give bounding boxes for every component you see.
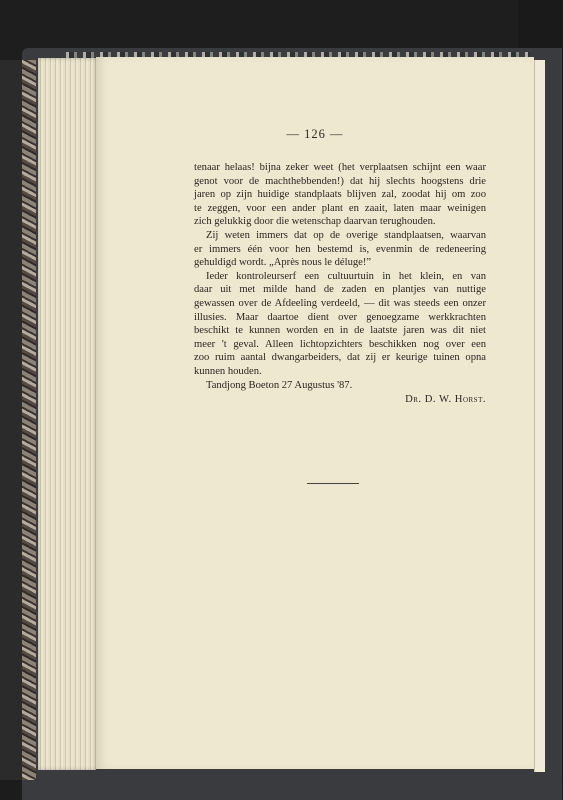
text-line: daar uit met milde hand de zaden en plantjes van nuttige bbox=[194, 284, 486, 296]
text-line: Ieder kontroleurserf een cultuurtuin in het klein, en van bbox=[206, 270, 486, 282]
text-line: illusies. Maar daartoe dient over genoegzame werkkrachten bbox=[194, 311, 486, 323]
text-line: er immers één voor hen bestemd is, evenmin de redeneering bbox=[194, 243, 486, 255]
text-line: tenaar helaas! bijna zeker weet (het verplaatsen schijnt een waar bbox=[194, 162, 486, 173]
text-line: zich gelukkig door die wetenschap daarvan terughouden. bbox=[194, 216, 436, 228]
page-number: — 126 — bbox=[286, 127, 344, 141]
text-line: gehuldigd wordt. „Après nous le déluge!” bbox=[194, 257, 372, 269]
signature: Dr. D. W. Horst. bbox=[405, 394, 486, 406]
text-line: kunnen houden. bbox=[194, 365, 262, 377]
next-page-edge bbox=[534, 60, 545, 772]
text-line: Zij weten immers dat op de overige standplaatsen, waarvan bbox=[206, 229, 486, 241]
page-stack-edges bbox=[38, 58, 96, 770]
text-line: jaren op zijn huidige standplaats blijven zal, zoodat hij om zoo bbox=[194, 189, 486, 201]
marbled-edge bbox=[22, 60, 36, 780]
text-line: gewassen over de Afdeeling verdeeld, — dit was steeds een onzer bbox=[194, 297, 486, 309]
text-line: te zeggen, voor een ander plant en zaait, laten maar weinigen bbox=[194, 202, 486, 214]
end-rule bbox=[307, 483, 359, 484]
body-text bbox=[194, 161, 486, 407]
text-line: zoo ruim aantal dwangarbeiders, dat zij er keurige tuinen opna bbox=[194, 352, 486, 364]
text-line: meer 't geval. Alleen lichtopzichters beschikken nog over een bbox=[194, 338, 486, 350]
text-line: Tandjong Boeton 27 Augustus '87. bbox=[206, 379, 353, 391]
text-line: beschikt te kunnen worden en in de laatste jaren was dit niet bbox=[194, 325, 486, 337]
text-line: genot voor de machthebbenden!) dat hij slechts hoogstens drie bbox=[194, 175, 486, 187]
